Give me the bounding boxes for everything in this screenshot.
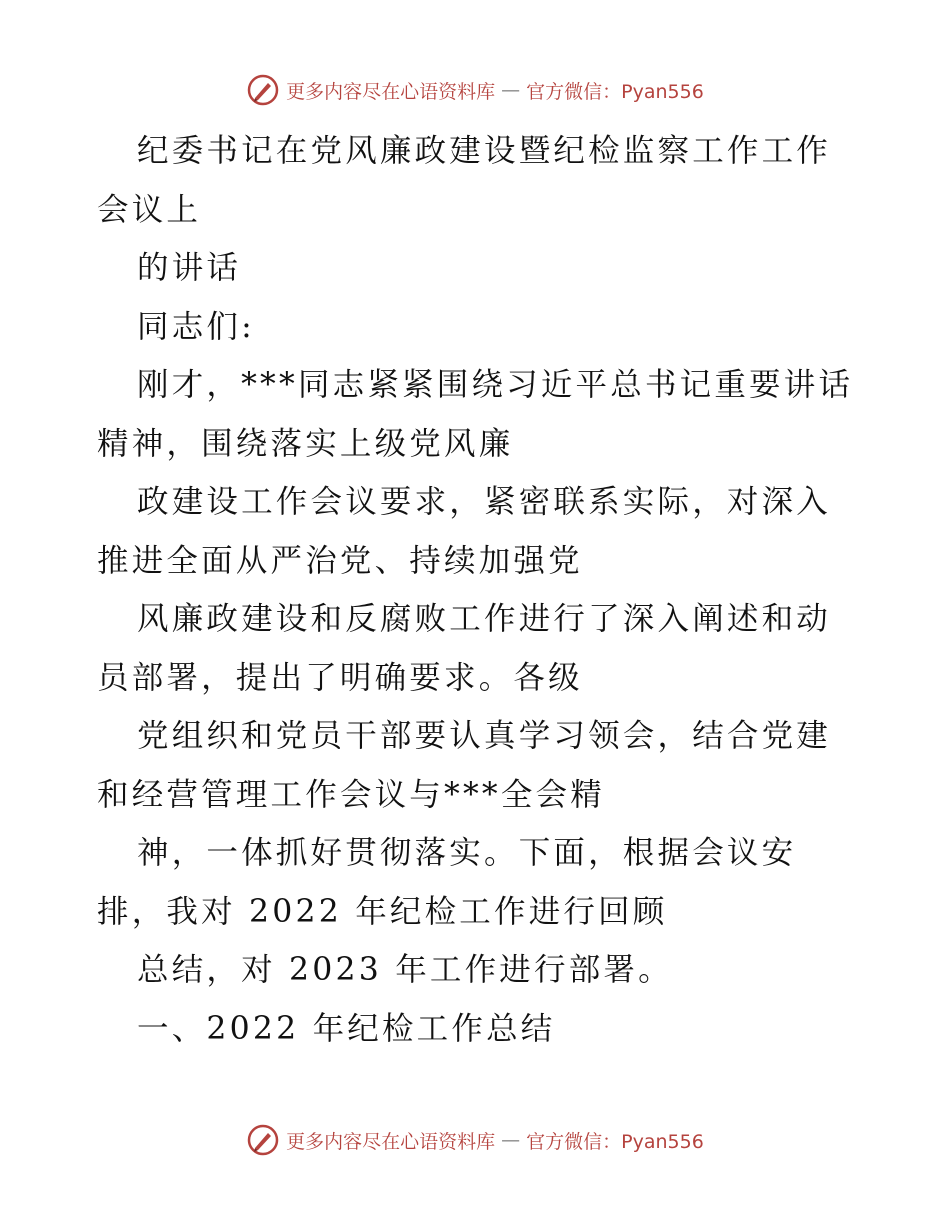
- body-paragraph: 神，一体抓好贯彻落实。下面，根据会议安排，我对 2022 年纪检工作进行回顾: [97, 835, 797, 930]
- body-paragraph: 风廉政建设和反腐败工作进行了深入阐述和动员部署，提出了明确要求。各级: [97, 601, 832, 696]
- doc-title-line-1: 纪委书记在党风廉政建设暨纪检监察工作工作会议上: [97, 133, 832, 228]
- watermark-dash: —: [501, 1129, 521, 1151]
- watermark-suffix: 官方微信：Pyan556: [526, 80, 704, 103]
- body-paragraph: 刚才，***同志紧紧围绕习近平总书记重要讲话精神，围绕落实上级党风廉: [97, 367, 854, 462]
- watermark-prefix: 更多内容尽在心语资料库: [286, 1130, 496, 1153]
- body-paragraph: 政建设工作会议要求，紧密联系实际，对深入推进全面从严治党、持续加强党: [97, 484, 832, 579]
- body-paragraph: 党组织和党员干部要认真学习领会，结合党建和经营管理工作会议与***全会精: [97, 718, 832, 813]
- watermark-prefix: 更多内容尽在心语资料库: [286, 80, 496, 103]
- watermark-banner-top: [0, 70, 950, 110]
- pen-circle-logo-icon: [246, 1123, 280, 1157]
- doc-title-line-2: 的讲话: [137, 250, 242, 286]
- section-heading: 一、2022 年纪检工作总结: [137, 1010, 556, 1047]
- watermark-dash: —: [501, 79, 521, 101]
- watermark-banner-bottom: [0, 1120, 950, 1160]
- watermark-suffix: 官方微信：Pyan556: [526, 1130, 704, 1153]
- document-body: [97, 122, 857, 1058]
- pen-circle-logo-icon: [246, 73, 280, 107]
- salutation: 同志们:: [137, 308, 255, 345]
- body-paragraph: 总结，对 2023 年工作进行部署。: [137, 952, 673, 988]
